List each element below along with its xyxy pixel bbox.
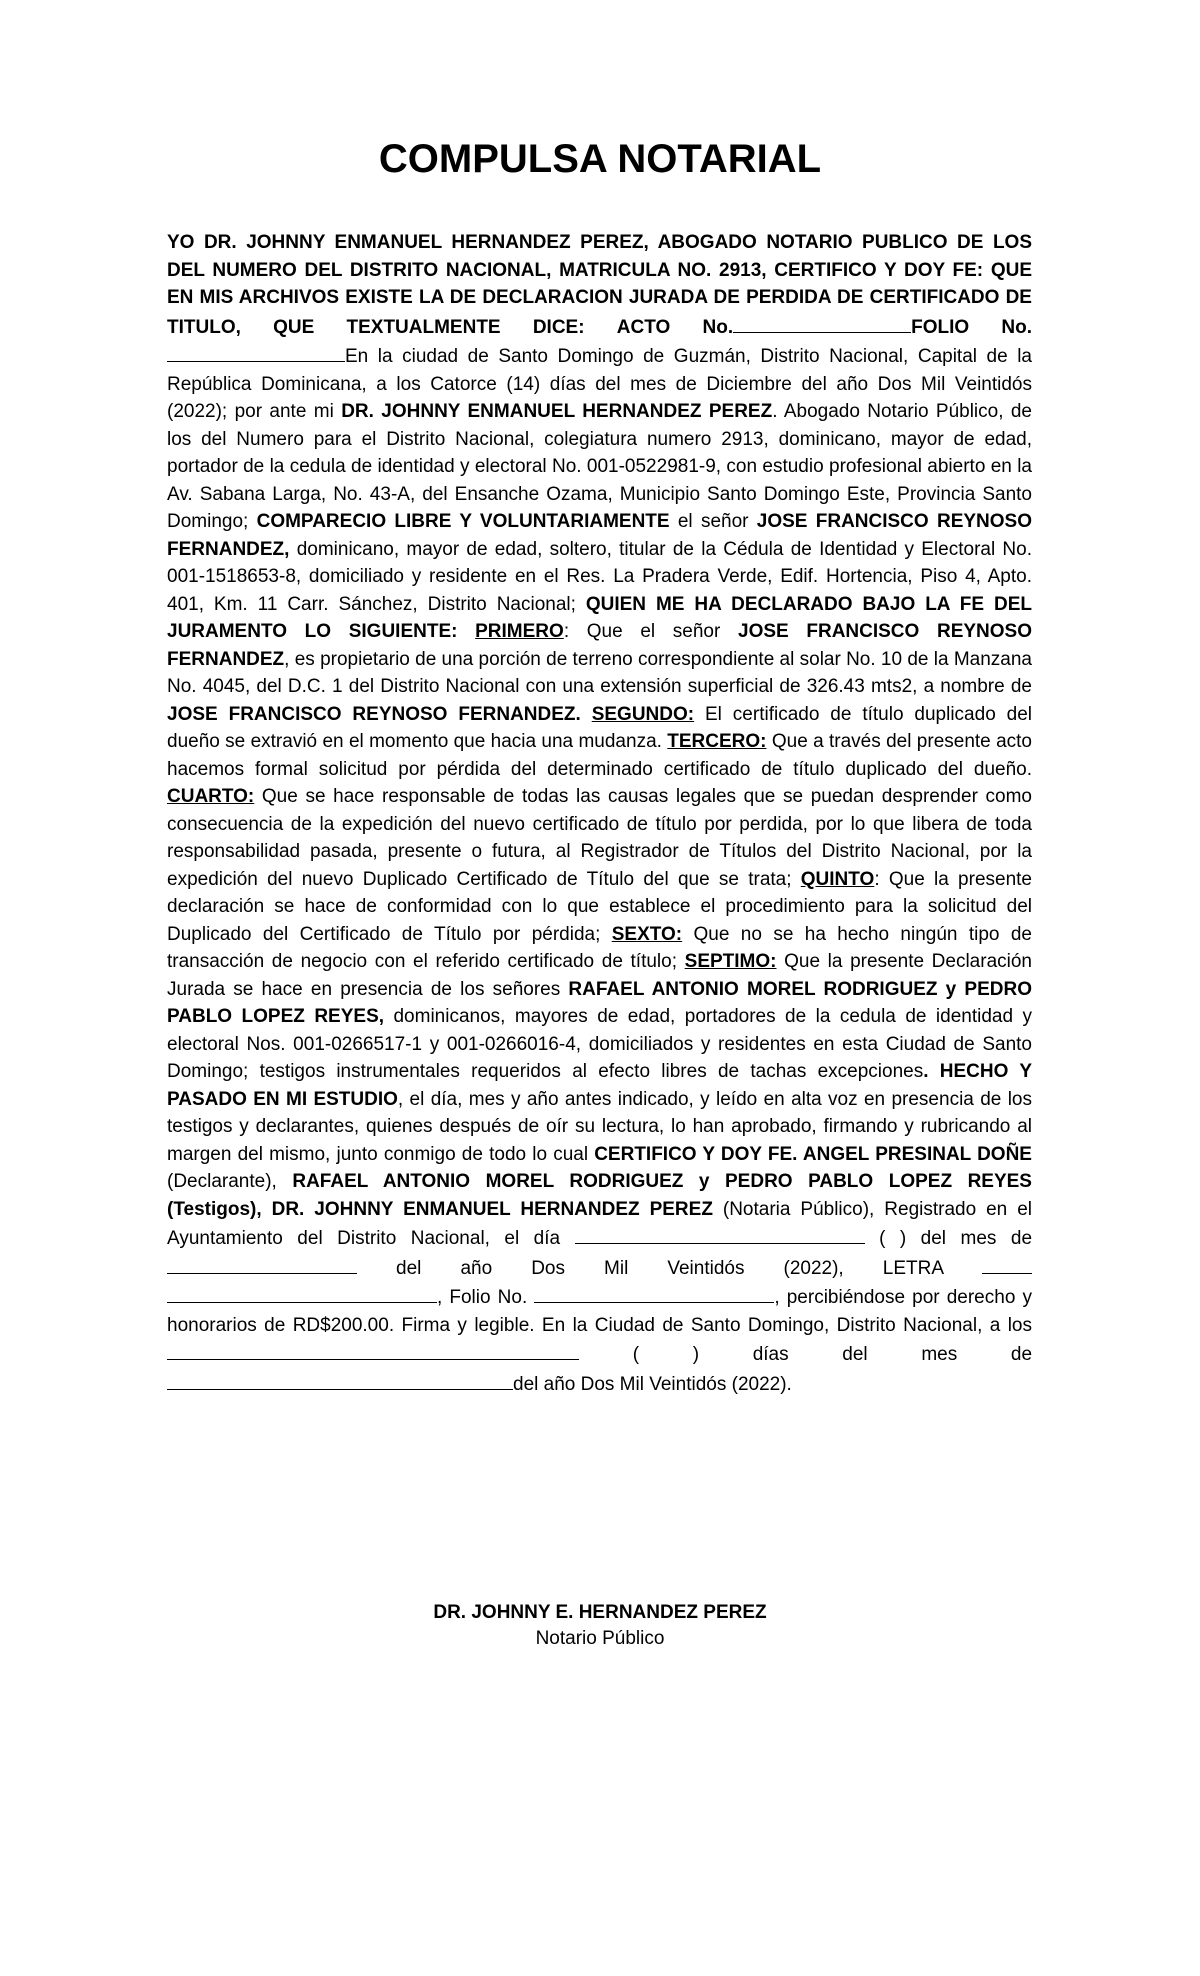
- signature-name: DR. JOHNNY E. HERNANDEZ PEREZ: [433, 1602, 767, 1623]
- text-p3: el señor: [669, 511, 757, 532]
- text-p5: : Que el señor: [563, 621, 738, 642]
- text-p9: Que se hace responsable de todas las causas legales que se puedan desprender como consecuencia de la expedición del nuevo certificado de título por perdida, por lo que libera de toda responsabilidad pasada, presente o futura, al Registrador de Títulos del Distrito Nacional, por la expedición del nuevo Duplicado Certificado de Título del que se trata;: [167, 786, 1032, 890]
- text-p19: del año Dos Mil Veintidós (2022), LETRA: [396, 1257, 943, 1279]
- acto-blank: [733, 312, 911, 333]
- quinto-label: QUINTO: [800, 868, 875, 890]
- signature-block: [0, 1600, 1200, 1652]
- declarant-name-3: JOSE FRANCISCO REYNOSO FERNANDEZ.: [167, 703, 581, 725]
- text-p1: En la ciudad de Santo Domingo de Guzmán, Distrito Nacional, Capital de la República Dominicana, a los Catorce (14) días del mes de Diciembre del año Dos Mil Veintidós (2022); por ante mi: [167, 346, 1032, 422]
- text-p20: , Folio No.: [437, 1287, 528, 1308]
- text-p23: ) días del mes de: [692, 1344, 1033, 1365]
- folio-no-blank: [534, 1282, 774, 1303]
- text-p4: dominicano, mayor de edad, soltero, titular de la Cédula de Identidad y Electoral No. 001-1518653-8, domiciliado y residente en el Res. La Pradera Verde, Edif. Hortencia, Piso 4, Apto. 401, Km. 11 Carr. Sánchez, Distrito Nacional;: [167, 538, 1032, 615]
- date-blank: [167, 1339, 579, 1360]
- text-p12: Que la presente Declaración Jurada se hace en presencia de los señores: [167, 951, 1032, 1000]
- document-title: COMPULSA NOTARIAL: [378, 137, 822, 181]
- text-p16: (Notaria Público), Registrado en el Ayuntamiento del Distrito Nacional, el día: [167, 1198, 1032, 1249]
- month-blank-2: [167, 1369, 513, 1390]
- acto-label: ACTO No.: [616, 316, 734, 338]
- text-p13: dominicanos, mayores de edad, portadores de la cedula de identidad y electoral Nos. 001-0266517-1 y 001-0266016-4, domiciliados y residentes en esta Ciudad de Santo Domingo; testigos instrumentales requeridos al efecto libres de tachas excepciones: [167, 1006, 1032, 1082]
- folio-label: FOLIO No.: [911, 316, 1033, 338]
- text-p15: (Declarante),: [167, 1171, 293, 1192]
- text-p24: del año Dos Mil Veintidós (2022).: [513, 1373, 792, 1395]
- segundo-label: SEGUNDO:: [591, 703, 695, 725]
- declarant-name: JOSE FRANCISCO REYNOSO FERNANDEZ,: [167, 511, 1032, 560]
- comparecio-text: COMPARECIO LIBRE Y VOLUNTARIAMENTE: [256, 511, 670, 532]
- tercero-label: TERCERO:: [667, 731, 767, 752]
- text-p6: , es propietario de una porción de terreno correspondiente al solar No. 10 de la Manzana No. 4045, del D.C. 1 del Distrito Nacional con una extensión superficial de 326.43 mts2, a nombre de: [167, 648, 1032, 697]
- text-p8: Que a través del presente acto hacemos formal solicitud por pérdida del determinado certificado de título duplicado del dueño.: [167, 731, 1032, 780]
- text-p22: (: [632, 1344, 640, 1365]
- day-blank: [575, 1223, 865, 1244]
- text-p17: (: [879, 1228, 886, 1249]
- notary-name: DR. JOHNNY ENMANUEL HERNANDEZ PEREZ: [341, 401, 773, 422]
- septimo-label: SEPTIMO:: [684, 951, 777, 972]
- letra-blank-2: [167, 1282, 437, 1303]
- declarant-name-2: JOSE FRANCISCO REYNOSO FERNANDEZ: [167, 621, 1032, 670]
- text-p10: : Que la presente declaración se hace de conformidad con lo que establece el procedimiento para la solicitud del Duplicado del Certificado de Título por pérdida;: [167, 868, 1033, 945]
- quien-text: QUIEN ME HA DECLARADO BAJO LA FE DEL JURAMENTO LO SIGUIENTE:: [167, 593, 1032, 642]
- certifico-text: CERTIFICO Y DOY FE. ANGEL PRESINAL DOÑE: [594, 1143, 1032, 1165]
- witnesses-names-2: RAFAEL ANTONIO MOREL RODRIGUEZ y PEDRO PABLO LOPEZ REYES (Testigos), DR. JOHNNY ENMANUEL HERNANDEZ PEREZ: [167, 1171, 1032, 1220]
- folio-blank: [167, 341, 345, 362]
- witnesses-names: RAFAEL ANTONIO MOREL RODRIGUEZ y PEDRO PABLO LOPEZ REYES,: [167, 978, 1032, 1027]
- cuarto-label: CUARTO:: [167, 786, 255, 807]
- letra-blank: [982, 1253, 1032, 1274]
- document-body: [167, 229, 1032, 1398]
- text-p21: , percibiéndose por derecho y honorarios de RD$200.00. Firma y legible. En la Ciudad de Santo Domingo, Distrito Nacional, a los: [167, 1287, 1032, 1336]
- primero-label: PRIMERO: [475, 621, 564, 642]
- signature-role: Notario Público: [535, 1628, 665, 1649]
- text-p7: El certificado de título duplicado del dueño se extravió en el momento que hacia una mudanza.: [167, 703, 1033, 752]
- text-p2: . Abogado Notario Público, de los del Numero para el Distrito Nacional, colegiatura numero 2913, dominicano, mayor de edad, portador de la cedula de identidad y electoral No. 001-0522981-9, con estudio profesional abierto en la Av. Sabana Larga, No. 43-A, del Ensanche Ozama, Municipio Santo Domingo Este, Provincia Santo Domingo;: [167, 401, 1033, 532]
- month-blank: [167, 1253, 357, 1274]
- text-p18: ) del mes de: [899, 1228, 1033, 1249]
- notary-header: YO DR. JOHNNY ENMANUEL HERNANDEZ PEREZ, ABOGADO NOTARIO PUBLICO DE LOS DEL NUMERO DEL DISTRITO NACIONAL, MATRICULA NO. 2913, CERTIFICO Y DOY FE: QUE EN MIS ARCHIVOS EXISTE LA DE DECLARACION JURADA DE PERDIDA DE CERTIFICADO DE TITULO, QUE TEXTUALMENTE DICE:: [167, 232, 1032, 338]
- text-p11: Que no se ha hecho ningún tipo de transacción de negocio con el referido certificado de título;: [167, 923, 1032, 972]
- text-p14: , el día, mes y año antes indicado, y leído en alta voz en presencia de los testigos y declarantes, quienes después de oír su lectura, lo han aprobado, firmando y rubricando al margen del mismo, junto conmigo de todo lo cual: [167, 1088, 1032, 1165]
- sexto-label: SEXTO:: [611, 923, 683, 945]
- hecho-text: . HECHO Y PASADO EN MI ESTUDIO: [167, 1061, 1032, 1110]
